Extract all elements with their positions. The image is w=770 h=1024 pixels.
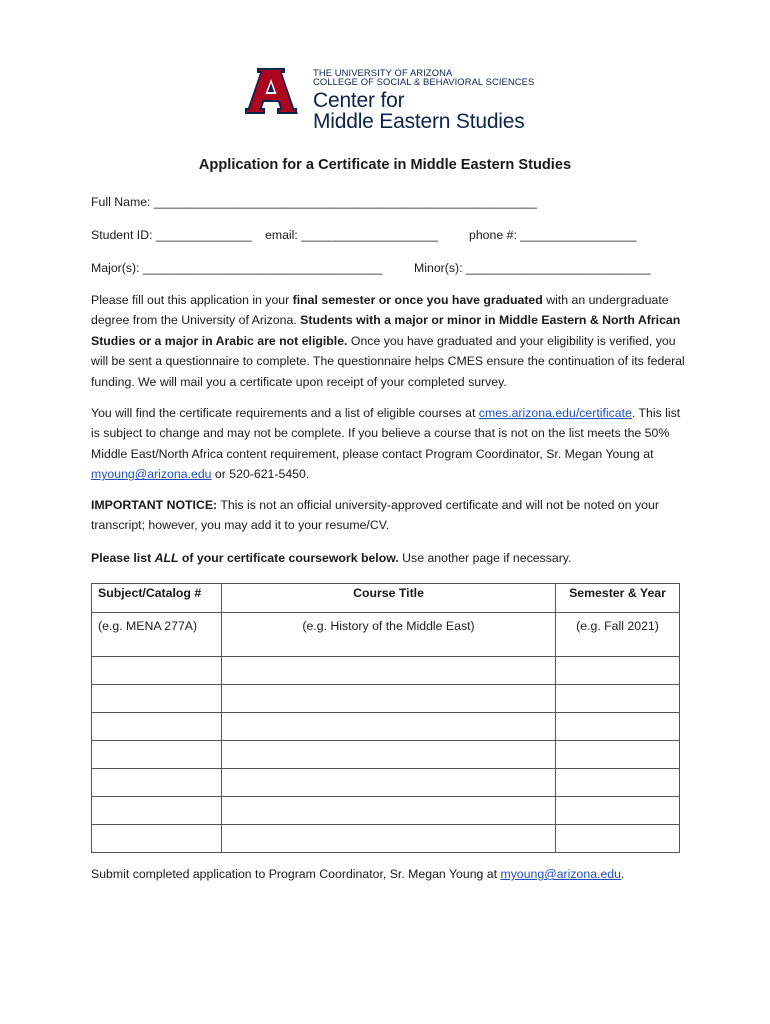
logo-text — [313, 68, 534, 132]
subject-cell[interactable] — [92, 797, 222, 825]
subject-cell[interactable] — [92, 741, 222, 769]
table-row — [92, 769, 680, 797]
student-id-field[interactable]: Student ID: ______________ — [91, 228, 252, 242]
requirements-paragraph: You will find the certificate requirements and a list of eligible courses at cmes.arizona.edu/certificate. This list is subject to change and may not be complete. If you believe a course that is not on the list meets the 50% Middle East/North Africa content requirement, please contact Program Coordinator, Sr. Megan Young at myoung@arizona.edu or 520-621-5450. — [91, 406, 681, 482]
table-row — [92, 825, 680, 853]
header-subject: Subject/Catalog # — [92, 584, 222, 613]
header-course-title: Course Title — [222, 584, 556, 613]
subject-cell[interactable] — [92, 657, 222, 685]
center-name-line1: Center for — [313, 88, 405, 112]
table-row — [92, 797, 680, 825]
example-row — [92, 613, 680, 657]
semester-cell[interactable] — [556, 741, 680, 769]
table-header-row — [92, 584, 680, 613]
subject-cell[interactable] — [92, 769, 222, 797]
table-row — [92, 685, 680, 713]
important-notice: IMPORTANT NOTICE: This is not an official university-approved certificate and will not be noted on your transcript; however, you may add it to your resume/CV. — [91, 498, 659, 533]
certificate-link[interactable]: cmes.arizona.edu/certificate — [478, 406, 632, 420]
semester-cell[interactable] — [556, 769, 680, 797]
subject-cell[interactable] — [92, 685, 222, 713]
semester-cell[interactable] — [556, 797, 680, 825]
subject-cell[interactable] — [92, 825, 222, 853]
course-title-cell[interactable] — [222, 685, 556, 713]
submit-instructions: Submit completed application to Program Coordinator, Sr. Megan Young at myoung@arizona.edu. — [91, 867, 625, 881]
phone-field[interactable]: phone #: _________________ — [469, 228, 637, 242]
majors-field[interactable]: Major(s): ___________________________________ — [91, 261, 383, 275]
header-semester: Semester & Year — [556, 584, 680, 613]
coursework-instruction: Please list ALL of your certificate coursework below. Use another page if necessary. — [91, 551, 572, 565]
course-title-cell[interactable] — [222, 825, 556, 853]
center-name-line2: Middle Eastern Studies — [313, 109, 525, 133]
semester-cell[interactable] — [556, 713, 680, 741]
example-subject: (e.g. MENA 277A) — [92, 613, 222, 657]
table-row — [92, 741, 680, 769]
semester-cell[interactable] — [556, 825, 680, 853]
course-title-cell[interactable] — [222, 713, 556, 741]
semester-cell[interactable] — [556, 685, 680, 713]
example-course-title: (e.g. History of the Middle East) — [222, 613, 556, 657]
course-title-cell[interactable] — [222, 657, 556, 685]
subject-cell[interactable] — [92, 713, 222, 741]
coursework-table — [91, 583, 680, 853]
college-name: COLLEGE OF SOCIAL & BEHAVIORAL SCIENCES — [313, 76, 535, 88]
course-title-cell[interactable] — [222, 741, 556, 769]
course-title-cell[interactable] — [222, 797, 556, 825]
footer-email-link[interactable]: myoung@arizona.edu — [500, 867, 621, 881]
email-field[interactable]: email: ____________________ — [265, 228, 438, 242]
coordinator-email-link[interactable]: myoung@arizona.edu — [91, 467, 212, 482]
table-row — [92, 657, 680, 685]
university-a-logo-icon — [244, 66, 298, 116]
semester-cell[interactable] — [556, 657, 680, 685]
example-semester: (e.g. Fall 2021) — [556, 613, 680, 657]
full-name-field[interactable]: Full Name: ________________________________________________________ — [91, 195, 537, 209]
course-title-cell[interactable] — [222, 769, 556, 797]
university-name: THE UNIVERSITY OF ARIZONA — [313, 67, 453, 78]
minors-field[interactable]: Minor(s): ___________________________ — [414, 261, 651, 275]
eligibility-paragraph: Please fill out this application in your final semester or once you have graduated with an undergraduate degree from the University of Arizona. Students with a major or minor in Middle Eastern & North African Studies or a major in Arabic are not eligible. Once you have graduated and your eligibility is verified, you will be sent a questionnaire to complete. The questionnaire helps CMES ensure the continuation of its federal funding. We will mail you a certificate upon receipt of your completed survey. — [91, 293, 685, 389]
page-title: Application for a Certificate in Middle Eastern Studies — [198, 157, 572, 173]
table-row — [92, 713, 680, 741]
